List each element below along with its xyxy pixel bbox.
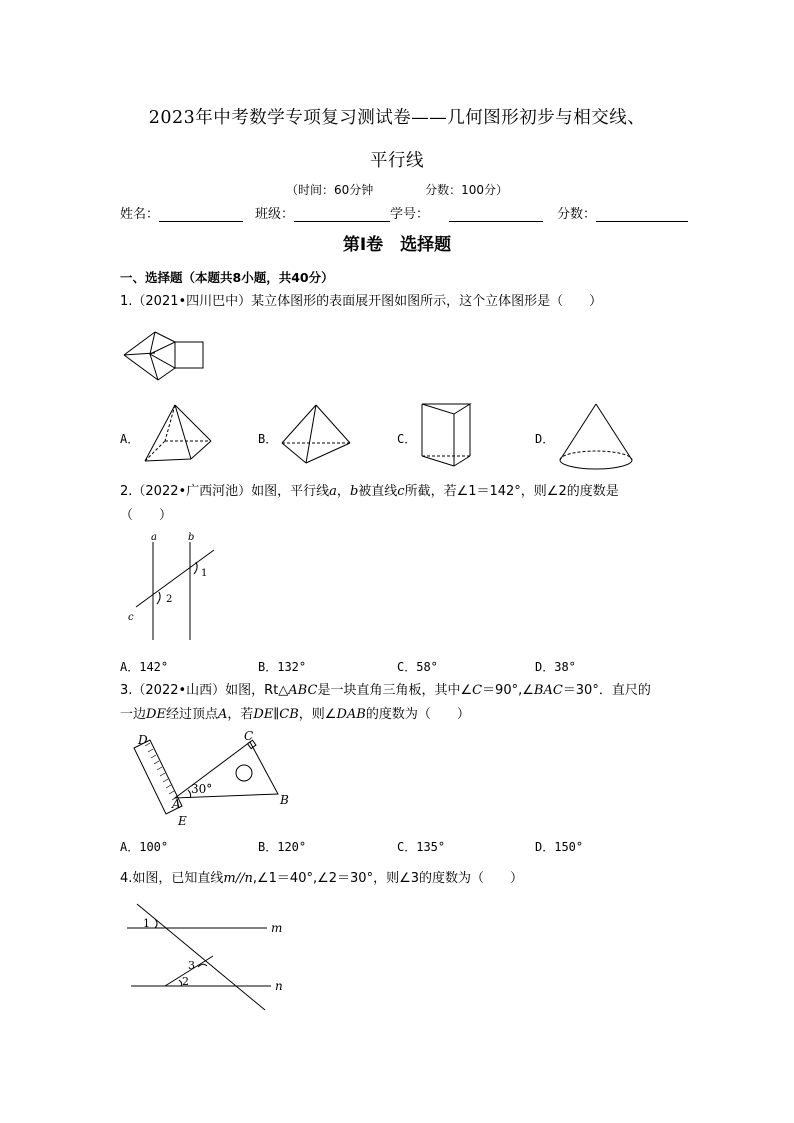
q4-angle-3-label: 3 <box>188 959 195 972</box>
question-2-text: 2.（2022•广西河池）如图，平行线a，b被直线c所截，若∠1＝142°，则∠2的度数是 （ ） <box>120 484 619 523</box>
exam-score: 分数：100分） <box>425 183 508 197</box>
question-1-text: 1.（2021•四川巴中）某立体图形的表面展开图如图所示，这个立体图形是（ ） <box>120 294 603 309</box>
q2-option-c[interactable]: C．58° <box>397 660 438 674</box>
q3-angle-label: 30° <box>191 782 213 796</box>
q3-label-a: A <box>172 797 181 811</box>
name-field[interactable]: 姓名： <box>120 203 243 222</box>
q1-option-c[interactable]: C． <box>397 432 417 446</box>
q2-label-c: c <box>128 612 134 623</box>
q4-angle-1-label: 1 <box>143 917 150 930</box>
q2-parallel-lines-figure <box>120 532 220 644</box>
q1-option-a-figure <box>143 403 215 465</box>
q1-option-c-figure <box>420 402 475 468</box>
q4-parallel-lines-figure <box>125 900 295 1015</box>
student-info-row <box>120 203 688 222</box>
q1-option-d-figure <box>558 402 634 472</box>
section-title: 一、选择题（本题共8小题，共40分） <box>120 270 334 285</box>
title-line-2: 平行线 <box>370 151 424 171</box>
q2-option-b[interactable]: B．132° <box>258 660 307 674</box>
id-field[interactable]: 学号： <box>390 203 543 222</box>
q2-option-a[interactable]: A．142° <box>120 660 169 674</box>
exam-time: （时间：60分钟 <box>285 183 374 197</box>
question-3-text: 3.（2022•山西）如图，Rt△ABC是一块直角三角板，其中∠C＝90°,∠BAC＝30°．直尺的 一边DE经过顶点A，若DE∥CB，则∠DAB的度数为（ ） <box>120 683 651 722</box>
title-line-1: 2023年中考数学专项复习测试卷——几何图形初步与相交线、 <box>148 108 646 128</box>
q2-label-b: b <box>188 532 195 543</box>
q2-angle-1-label: 1 <box>201 568 208 579</box>
q3-ruler-triangle-figure <box>120 728 300 828</box>
q4-label-n: n <box>275 979 283 993</box>
q2-angle-2-label: 2 <box>166 594 173 605</box>
q4-label-m: m <box>271 921 283 935</box>
q4-angle-2-label: 2 <box>182 975 189 988</box>
q1-option-b-figure <box>280 403 354 467</box>
q2-option-d[interactable]: D．38° <box>535 660 576 674</box>
q2-label-a: a <box>151 532 157 543</box>
part-title: 第Ⅰ卷 选择题 <box>342 235 452 255</box>
class-field[interactable]: 班级： <box>255 203 390 222</box>
exam-meta <box>0 181 794 198</box>
q3-label-d: D <box>138 733 148 747</box>
q3-label-e: E <box>178 814 187 828</box>
q1-option-b[interactable]: B． <box>258 432 278 446</box>
q3-option-d[interactable]: D．150° <box>535 840 584 854</box>
score-field[interactable]: 分数： <box>557 203 688 222</box>
q3-label-b: B <box>280 793 289 807</box>
question-4-text: 4.如图，已知直线m//n,∠1＝40°,∠2＝30°，则∠3的度数为（ ） <box>120 871 523 886</box>
q1-net-figure <box>120 330 210 385</box>
q1-option-d[interactable]: D． <box>535 432 555 446</box>
q3-label-c: C <box>244 729 254 743</box>
q3-option-c[interactable]: C．135° <box>397 840 446 854</box>
q3-option-b[interactable]: B．120° <box>258 840 307 854</box>
q1-option-a[interactable]: A． <box>120 432 140 446</box>
q3-option-a[interactable]: A．100° <box>120 840 169 854</box>
